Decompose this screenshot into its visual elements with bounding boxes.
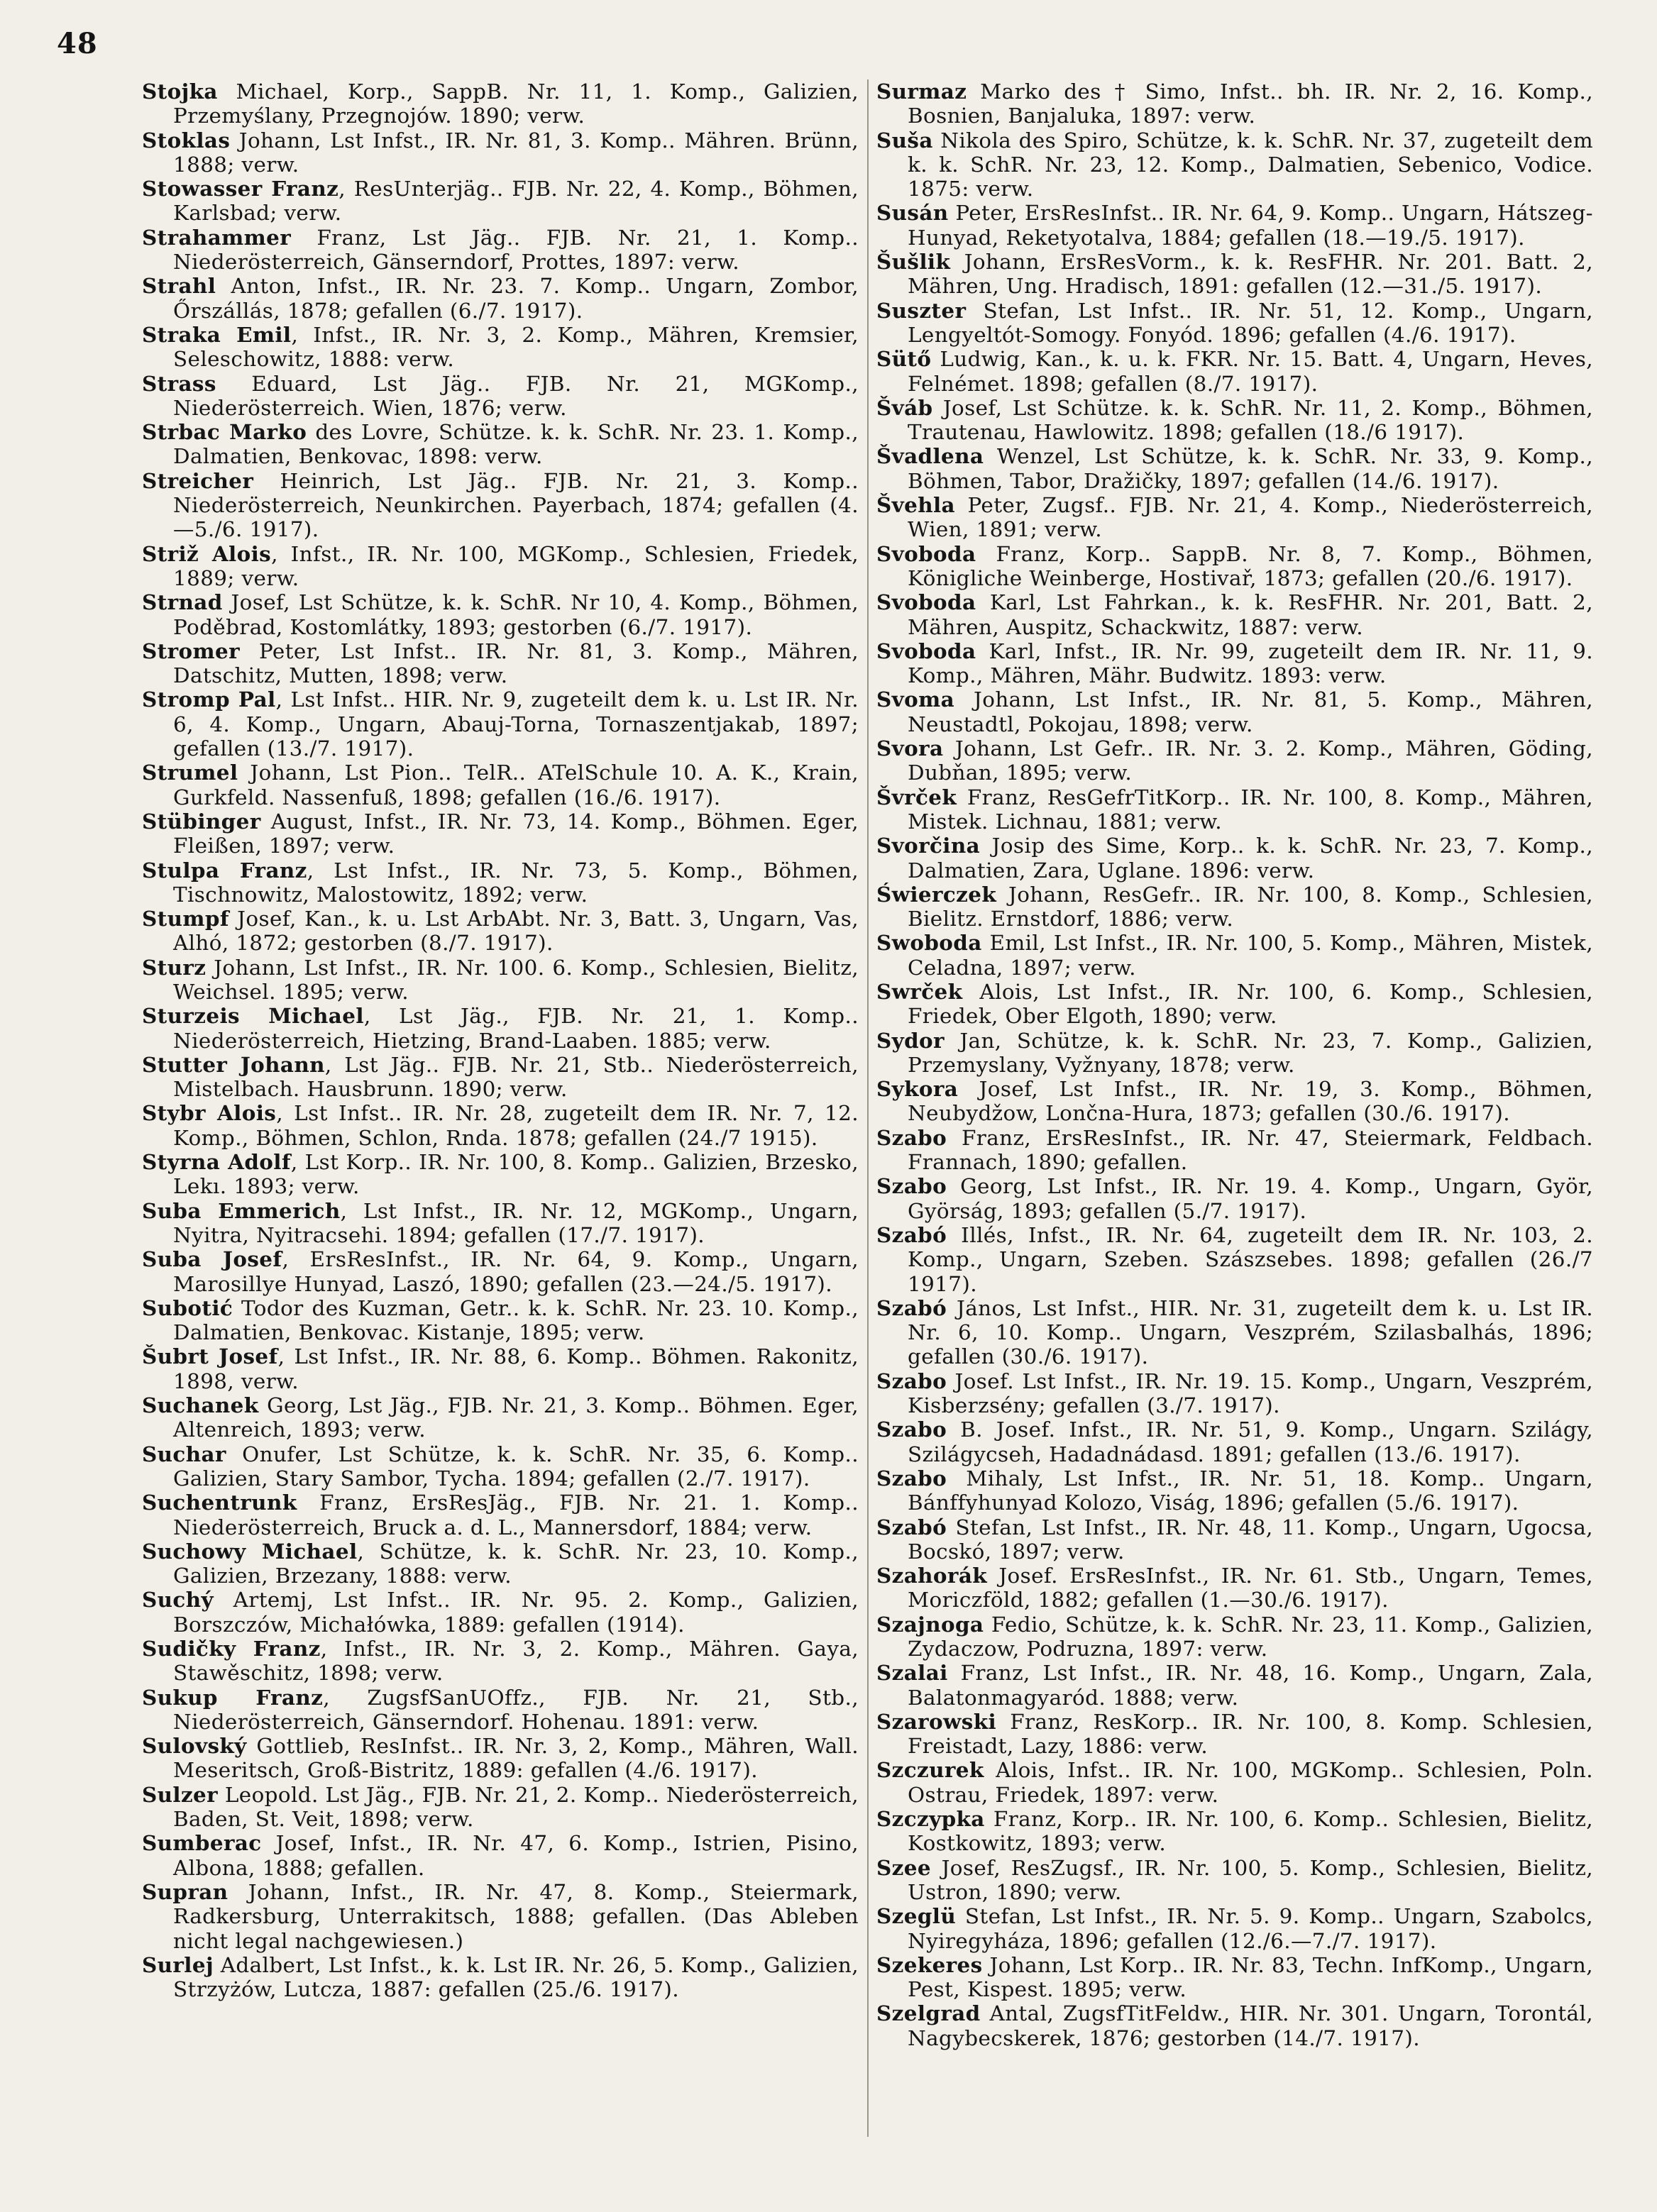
entry-details: Johann, Lst Pion.. TelR.. ATelSchule 10. A. K., Krain, Gurkfeld. Nassenfuß, 1898; gefallen (16./6. 1917). (173, 761, 859, 809)
list-item (142, 1004, 859, 1053)
entry-details: Ludwig, Kan., k. u. k. FKR. Nr. 15. Batt. 4, Ungarn, Heves, Felnémet. 1898; gefallen (8./7. 1917). (908, 347, 1593, 396)
list-item (876, 1564, 1593, 1613)
entry-details: Franz, ErsResInfst., IR. Nr. 47, Steiermark, Feldbach. Frannach, 1890; gefallen. (908, 1125, 1593, 1175)
entry-name: Sumberac (142, 1830, 262, 1856)
entry-name: Szabo (876, 1465, 947, 1491)
list-item (876, 299, 1593, 348)
entry-details: , Lst Jäg., FJB. Nr. 21, 1. Komp.. Niederösterreich, Hietzing, Brand-Laaben. 1885; verw. (173, 1004, 859, 1053)
list-item (142, 1101, 859, 1150)
entry-name: Surlej (142, 1952, 214, 1977)
entry-details: , Lst Infst.. HIR. Nr. 9, zugeteilt dem k. u. Lst IR. Nr. 6, 4. Komp., Ungarn, Abauj-Torna, Tornaszentjakab, 1897; gefallen (13./7. 1917). (173, 687, 859, 761)
list-item (142, 226, 859, 275)
list-item (142, 590, 859, 639)
list-item (876, 128, 1593, 201)
entry-details: Johann, Lst Infst., IR. Nr. 81, 3. Komp.. Mähren. Brünn, 1888; verw. (173, 128, 859, 177)
entry-details: Franz, Lst Jäg.. FJB. Nr. 21, 1. Komp.. Niederösterreich, Gänserndorf, Prottes, 1897: verw. (173, 225, 859, 275)
entry-name: Supran (142, 1879, 229, 1904)
entry-name: Streicher (142, 468, 254, 493)
entry-name: Stromer (142, 638, 240, 663)
list-item (876, 1661, 1593, 1710)
entry-details: Jan, Schütze, k. k. SchR. Nr. 23, 7. Komp., Galizien, Przemyslany, Vyžnyany, 1878; verw. (908, 1028, 1593, 1077)
entry-details: Stefan, Lst Infst., IR. Nr. 48, 11. Komp., Ungarn, Ugocsa, Bocskó, 1897; verw. (908, 1515, 1593, 1564)
list-item (142, 323, 859, 372)
list-item (876, 1077, 1593, 1126)
list-item (876, 1223, 1593, 1296)
list-item (876, 1296, 1593, 1369)
entry-name: Straka Emil (142, 321, 292, 347)
list-item (142, 469, 859, 542)
entry-details: Franz, ResGefrTitKorp.. IR. Nr. 100, 8. Komp., Mähren, Mistek. Lichnau, 1881; verw. (908, 785, 1593, 834)
list-item (142, 1783, 859, 1832)
entry-name: Šubrt Josef (142, 1344, 278, 1369)
entry-details: Antal, ZugsfTitFeldw., HIR. Nr. 301. Ungarn, Torontál, Nagybecskerek, 1876; gestorben (14./7. 1917). (908, 2001, 1593, 2050)
entry-name: Suchanek (142, 1393, 259, 1418)
entry-details: Nikola des Spiro, Schütze, k. k. SchR. Nr. 37, zugeteilt dem k. k. SchR. Nr. 23, 12. Komp., Dalmatien, Sebenico, Vodice. 1875: verw. (908, 128, 1593, 201)
right-column (876, 79, 1593, 2050)
entry-details: , ErsResInfst., IR. Nr. 64, 9. Komp., Ungarn, Marosillye Hunyad, Laszó, 1890; gefallen (23.—24./5. 1917). (173, 1247, 859, 1296)
entry-details: Michael, Korp., SappB. Nr. 11, 1. Komp., Galizien, Przemyślany, Przegnojów. 1890; verw. (173, 79, 859, 128)
list-item (142, 639, 859, 688)
list-item (142, 372, 859, 421)
entry-name: Stybr Alois (142, 1100, 277, 1126)
entry-details: Franz, Korp.. SappB. Nr. 8, 7. Komp., Böhmen, Königliche Weinberge, Hostivař, 1873; gefallen (20./6. 1917). (908, 541, 1593, 590)
entry-name: Sütő (876, 346, 932, 372)
entry-name: Swrček (876, 978, 963, 1004)
entry-details: B. Josef. Infst., IR. Nr. 51, 9. Komp., Ungarn. Szilágy, Szilágycseh, Hadadnádasd. 1891; gefallen (13./6. 1917). (908, 1417, 1593, 1466)
entry-name: Susán (876, 200, 949, 226)
list-item (142, 1588, 859, 1637)
list-item (876, 1515, 1593, 1564)
entry-name: Sukup Franz (142, 1684, 324, 1710)
entry-name: Stowasser Franz (142, 176, 339, 201)
list-item (876, 1856, 1593, 1905)
list-item (142, 1247, 859, 1296)
entry-name: Strahl (142, 273, 216, 299)
entry-details: Alois, Infst.. IR. Nr. 100, MGKomp.. Schlesien, Poln. Ostrau, Friedek, 1897: verw. (908, 1758, 1593, 1807)
entry-details: Wenzel, Lst Schütze, k. k. SchR. Nr. 33, 9. Komp., Böhmen, Tabor, Dražičky, 1897; gefallen (14./6. 1917). (908, 444, 1593, 493)
list-item (876, 444, 1593, 493)
list-item (876, 687, 1593, 736)
entry-name: Szabó (876, 1222, 947, 1247)
list-item (142, 1539, 859, 1588)
list-item (142, 1150, 859, 1199)
entry-details: Johann, Lst Infst., IR. Nr. 81, 5. Komp., Mähren, Neustadtl, Pokojau, 1898; verw. (908, 687, 1593, 736)
entry-details: , Lst Infst.. IR. Nr. 28, zugeteilt dem IR. Nr. 7, 12. Komp., Böhmen, Schlon, Rnda. 1878; gefallen (24./7 1915). (173, 1101, 859, 1150)
entry-name: Stumpf (142, 906, 229, 931)
entry-name: Szarowski (876, 1708, 997, 1734)
list-item (142, 1053, 859, 1102)
entry-details: Adalbert, Lst Infst., k. k. Lst IR. Nr. 26, 5. Komp., Galizien, Strzyżów, Lutcza, 1887: gefallen (25./6. 1917). (173, 1952, 859, 2002)
entry-details: Stefan, Lst Infst.. IR. Nr. 51, 12. Komp., Ungarn, Lengyeltót-Somogy. Fonyód. 1896; gefallen (4./6. 1917). (908, 298, 1593, 347)
list-item (142, 420, 859, 469)
entry-name: Stojka (142, 79, 218, 104)
list-item (142, 956, 859, 1005)
entry-details: Alois, Lst Infst., IR. Nr. 100, 6. Komp., Schlesien, Friedek, Ober Elgoth, 1890; verw. (908, 979, 1593, 1029)
entry-details: Eduard, Lst Jäg.. FJB. Nr. 21, MGKomp., Niederösterreich. Wien, 1876; verw. (173, 371, 859, 420)
entry-name: Strumel (142, 760, 238, 785)
entry-name: Svorčina (876, 833, 981, 858)
entry-name: Svoma (876, 687, 955, 712)
entry-details: Johann, Lst Korp.. IR. Nr. 83, Techn. InfKomp., Ungarn, Pest, Kispest. 1895; verw. (908, 1952, 1593, 2002)
list-item (142, 1686, 859, 1735)
list-item (142, 1199, 859, 1248)
entry-details: Georg, Lst Infst., IR. Nr. 19. 4. Komp., Ungarn, Györ, Györság, 1893; gefallen (5./7. 1917). (908, 1174, 1593, 1223)
list-item (876, 1126, 1593, 1175)
list-item (876, 1029, 1593, 1078)
entry-name: Sykora (876, 1076, 959, 1102)
list-item (876, 785, 1593, 834)
entry-details: Franz, Korp.. IR. Nr. 100, 6. Komp.. Schlesien, Bielitz, Kostkowitz, 1893; verw. (908, 1807, 1593, 1856)
list-item (142, 687, 859, 761)
entry-details: Josef. Lst Infst., IR. Nr. 19. 15. Komp., Ungarn, Veszprém, Kisberzsény; gefallen (3./7. 1917). (908, 1368, 1593, 1418)
entry-details: Mihaly, Lst Infst., IR. Nr. 51, 18. Komp.. Ungarn, Bánffyhunyad Kolozo, Viság, 1896; gefallen (5./6. 1917). (908, 1466, 1593, 1515)
list-item (876, 1710, 1593, 1759)
entry-details: Josef, Lst Schütze. k. k. SchR. Nr. 11, 2. Komp., Böhmen, Trautenau, Hawlowitz. 1898; gefallen (18./6 1917). (908, 395, 1593, 445)
entry-name: Subotić (142, 1295, 233, 1320)
entry-details: Josef, ResZugsf., IR. Nr. 100, 5. Komp., Schlesien, Bielitz, Ustron, 1890; verw. (908, 1855, 1593, 1904)
entry-name: Szabo (876, 1417, 947, 1442)
list-item (142, 79, 859, 128)
entry-details: , ResUnterjäg.. FJB. Nr. 22, 4. Komp., Böhmen, Karlsbad; verw. (173, 177, 859, 226)
entry-details: Emil, Lst Infst., IR. Nr. 100, 5. Komp., Mähren, Mistek, Celadna, 1897; verw. (908, 931, 1593, 980)
entry-name: Suszter (876, 297, 967, 323)
entry-details: Karl, Infst., IR. Nr. 99, zugeteilt dem IR. Nr. 11, 9. Komp., Mähren, Mähr. Budwitz. 1893: verw. (908, 638, 1593, 688)
list-item (876, 1417, 1593, 1466)
list-item (142, 177, 859, 226)
list-item (876, 396, 1593, 445)
entry-details: Franz, ResKorp.. IR. Nr. 100, 8. Komp. Schlesien, Freistadt, Lazy, 1886: verw. (908, 1709, 1593, 1759)
entry-details: Heinrich, Lst Jäg.. FJB. Nr. 21, 3. Komp.. Niederösterreich, Neunkirchen. Payerbach, 1874; gefallen (4.—5./6. 1917). (173, 468, 859, 542)
entry-details: Stefan, Lst Infst., IR. Nr. 5. 9. Komp.. Ungarn, Szabolcs, Nyiregyháza, 1896; gefallen (12./6.—7./7. 1917). (908, 1904, 1593, 1953)
list-item (876, 1369, 1593, 1418)
list-item (142, 1637, 859, 1686)
list-item (876, 1807, 1593, 1856)
entry-details: , Lst Jäg.. FJB. Nr. 21, Stb.. Niederösterreich, Mistelbach. Hausbrunn. 1890; verw. (173, 1052, 859, 1102)
entry-name: Sudičky Franz (142, 1636, 321, 1661)
entry-name: Surmaz (876, 79, 967, 104)
entry-details: Johann, Lst Infst., IR. Nr. 100. 6. Komp., Schlesien, Bielitz, Weichsel. 1895; verw. (173, 955, 859, 1004)
entry-name: Szabó (876, 1295, 947, 1320)
list-item (142, 1296, 859, 1345)
entry-details: Gottlieb, ResInfst.. IR. Nr. 3, 2, Komp., Mähren, Wall. Meseritsch, Groß-Bistritz, 1889: gefallen (4./6. 1917). (173, 1734, 859, 1783)
entry-name: Svora (876, 736, 944, 761)
list-item (876, 883, 1593, 931)
entry-details: Karl, Lst Fahrkan., k. k. ResFHR. Nr. 201, Batt. 2, Mähren, Auspitz, Schackwitz, 1887: verw. (908, 590, 1593, 639)
list-item (876, 1174, 1593, 1223)
list-item (876, 736, 1593, 785)
entry-name: Svoboda (876, 638, 976, 663)
entry-name: Swoboda (876, 930, 982, 956)
entry-details: Peter, ErsResInfst.. IR. Nr. 64, 9. Komp.. Ungarn, Hátszeg-Hunyad, Reketyotalva, 1884; gefallen (18.—19./5. 1917). (908, 201, 1593, 250)
entry-name: Sturz (142, 954, 207, 980)
entry-name: Suchý (142, 1587, 214, 1613)
entry-name: Strnad (142, 590, 223, 615)
entry-details: Fedio, Schütze, k. k. SchR. Nr. 23, 11. Komp., Galizien, Zydaczow, Podruzna, 1897: verw. (908, 1612, 1593, 1661)
list-item (876, 1466, 1593, 1515)
list-item (876, 1613, 1593, 1661)
entry-details: Franz, Lst Infst., IR. Nr. 48, 16. Komp., Ungarn, Zala, Balatonmagyaród. 1888; verw. (908, 1661, 1593, 1710)
entry-details: Josip des Sime, Korp.. k. k. SchR. Nr. 23, 7. Komp., Dalmatien, Zara, Uglane. 1896: verw. (908, 834, 1593, 883)
entry-details: , Lst Infst., IR. Nr. 88, 6. Komp.. Böhmen. Rakonitz, 1898, verw. (173, 1344, 859, 1393)
list-item (142, 761, 859, 809)
left-column (142, 79, 859, 2001)
entry-details: , Infst., IR. Nr. 3, 2. Komp., Mähren. Gaya, Stawěschitz, 1898; verw. (173, 1637, 859, 1686)
entry-name: Szczurek (876, 1757, 984, 1783)
list-item (876, 834, 1593, 883)
entry-name: Szelgrad (876, 2001, 981, 2026)
entry-name: Švadlena (876, 443, 984, 469)
entry-details: des Lovre, Schütze. k. k. SchR. Nr. 23. 1. Komp., Dalmatien, Benkovac, 1898: verw. (173, 420, 859, 469)
entry-name: Stoklas (142, 127, 231, 153)
entry-details: Josef, Lst Schütze, k. k. SchR. Nr 10, 4. Komp., Böhmen, Poděbrad, Kostomlátky, 1893; gestorben (6./7. 1917). (173, 590, 859, 639)
entry-name: Szajnoga (876, 1611, 984, 1637)
entry-name: Strahammer (142, 224, 292, 250)
entry-details: Josef. ErsResInfst., IR. Nr. 61. Stb., Ungarn, Temes, Moriczföld, 1882; gefallen (1.—30./6. 1917). (908, 1564, 1593, 1613)
entry-name: Šušlik (876, 249, 951, 275)
entry-name: Szabo (876, 1368, 947, 1393)
list-item (142, 1393, 859, 1442)
entry-details: , Schütze, k. k. SchR. Nr. 23, 10. Komp., Galizien, Brzezany, 1888: verw. (173, 1539, 859, 1588)
entry-details: , ZugsfSanUOffz., FJB. Nr. 21, Stb., Niederösterreich, Gänserndorf. Hohenau. 1891: verw. (173, 1685, 859, 1734)
entry-details: Leopold. Lst Jäg., FJB. Nr. 21, 2. Komp.. Niederösterreich, Baden, St. Veit, 1898; verw. (173, 1782, 859, 1832)
entry-name: Suchowy Michael (142, 1538, 358, 1564)
list-item (142, 1953, 859, 2002)
list-item (876, 980, 1593, 1029)
entry-name: Styrna Adolf (142, 1149, 291, 1175)
entry-name: Svoboda (876, 541, 976, 566)
entry-details: Artemj, Lst Infst.. IR. Nr. 95. 2. Komp., Galizien, Borszczów, Michałówka, 1889: gefallen (1914). (173, 1588, 859, 1637)
entry-details: , Lst Infst., IR. Nr. 73, 5. Komp., Böhmen, Tischnowitz, Malostowitz, 1892; verw. (173, 858, 859, 907)
entry-name: Sturzeis Michael (142, 1003, 364, 1029)
list-item (876, 931, 1593, 980)
list-item (142, 907, 859, 956)
list-item (142, 128, 859, 177)
list-item (142, 1734, 859, 1783)
entry-name: Suba Josef (142, 1246, 282, 1272)
entry-name: Švehla (876, 492, 955, 518)
entry-name: Szee (876, 1854, 931, 1880)
list-item (876, 590, 1593, 639)
entry-name: Suchar (142, 1441, 226, 1466)
page-number: 48 (57, 27, 98, 60)
entry-details: Marko des † Simo, Infst.. bh. IR. Nr. 2, 16. Komp., Bosnien, Banjaluka, 1897: verw. (908, 79, 1593, 128)
entry-name: Stutter Johann (142, 1051, 325, 1077)
entry-name: Švrček (876, 784, 957, 809)
list-item (142, 542, 859, 591)
entry-name: Świerczek (876, 881, 997, 907)
entry-details: Onufer, Lst Schütze, k. k. SchR. Nr. 35, 6. Komp.. Galizien, Stary Sambor, Tycha. 1894; gefallen (2./7. 1917). (173, 1442, 859, 1491)
list-item (876, 2001, 1593, 2050)
entry-name: Striž Alois (142, 541, 272, 566)
column-divider (867, 79, 869, 2137)
list-item (142, 1880, 859, 1953)
list-item (876, 1904, 1593, 1953)
list-item (876, 79, 1593, 128)
entry-details: Josef, Infst., IR. Nr. 47, 6. Komp., Istrien, Pisino, Albona, 1888; gefallen. (173, 1831, 859, 1880)
entry-details: , Infst., IR. Nr. 3, 2. Komp., Mähren, Kremsier, Seleschowitz, 1888: verw. (173, 322, 859, 372)
entry-name: Stübinger (142, 808, 261, 834)
entry-details: Johann, ErsResVorm., k. k. ResFHR. Nr. 201. Batt. 2, Mähren, Ung. Hradisch, 1891: gefallen (12.—31./5. 1917). (908, 250, 1593, 299)
list-item (142, 1491, 859, 1539)
list-item (142, 274, 859, 323)
entry-details: , Lst Korp.. IR. Nr. 100, 8. Komp.. Galizien, Brzesko, Lekı. 1893; verw. (173, 1150, 859, 1199)
entry-details: Johann, ResGefr.. IR. Nr. 100, 8. Komp., Schlesien, Bielitz. Ernstdorf, 1886; verw. (908, 882, 1593, 931)
entry-name: Sulovský (142, 1733, 247, 1759)
entry-name: Suša (876, 127, 933, 153)
entry-details: Georg, Lst Jäg., FJB. Nr. 21, 3. Komp.. Böhmen. Eger, Altenreich, 1893; verw. (173, 1393, 859, 1442)
entry-details: , Infst., IR. Nr. 100, MGKomp., Schlesien, Friedek, 1889; verw. (173, 541, 859, 590)
entry-details: August, Infst., IR. Nr. 73, 14. Komp., Böhmen. Eger, Fleißen, 1897; verw. (173, 809, 859, 858)
list-item (142, 1344, 859, 1393)
entry-name: Szabo (876, 1124, 947, 1150)
list-item (876, 347, 1593, 396)
entry-name: Svoboda (876, 590, 976, 615)
entry-name: Szabó (876, 1514, 947, 1539)
entry-details: János, Lst Infst., HIR. Nr. 31, zugeteilt dem k. u. Lst IR. Nr. 6, 10. Komp.. Ungarn, Veszprém, Szilasbalhás, 1896; gefallen (30./6. 1917). (908, 1295, 1593, 1369)
list-item (876, 542, 1593, 591)
entry-name: Szabo (876, 1173, 947, 1199)
list-item (876, 250, 1593, 299)
list-item (876, 1953, 1593, 2002)
list-item (142, 858, 859, 907)
entry-name: Szekeres (876, 1952, 983, 1977)
entry-name: Suba Emmerich (142, 1198, 341, 1223)
entry-details: Illés, Infst., IR. Nr. 64, zugeteilt dem IR. Nr. 103, 2. Komp., Ungarn, Szeben. Szászsebes. 1898; gefallen (26./7 1917). (908, 1222, 1593, 1296)
entry-name: Šváb (876, 394, 933, 420)
entry-name: Szeglü (876, 1903, 957, 1929)
entry-name: Stromp Pal (142, 687, 276, 712)
entry-name: Strass (142, 370, 216, 396)
entry-details: Anton, Infst., IR. Nr. 23. 7. Komp.. Ungarn, Zombor, Őrszállás, 1878; gefallen (6./7. 1917). (173, 274, 859, 323)
entry-name: Strbac Marko (142, 419, 307, 445)
entry-details: , Lst Infst., IR. Nr. 12, MGKomp., Ungarn, Nyitra, Nyitracsehi. 1894; gefallen (17./7. 1917). (173, 1198, 859, 1247)
entry-name: Szczypka (876, 1806, 985, 1832)
entry-details: Johann, Infst., IR. Nr. 47, 8. Komp., Steiermark, Radkersburg, Unterrakitsch, 1888; gefallen. (Das Ableben nicht legal nachgewiesen.) (173, 1879, 859, 1953)
entry-details: Peter, Lst Infst.. IR. Nr. 81, 3. Komp., Mähren, Datschitz, Mutten, 1898; verw. (173, 638, 859, 688)
entry-name: Sydor (876, 1027, 945, 1053)
entry-details: Peter, Zugsf.. FJB. Nr. 21, 4. Komp., Niederösterreich, Wien, 1891; verw. (908, 493, 1593, 542)
entry-name: Szahorák (876, 1563, 988, 1588)
entry-details: Franz, ErsResJäg., FJB. Nr. 21. 1. Komp.. Niederösterreich, Bruck a. d. L., Mannersdorf, 1884; verw. (173, 1491, 859, 1539)
list-item (142, 1442, 859, 1491)
entry-details: Josef, Lst Infst., IR. Nr. 19, 3. Komp., Böhmen, Neubydžow, Lončna-Hura, 1873; gefallen (30./6. 1917). (908, 1077, 1593, 1126)
entry-name: Szalai (876, 1660, 948, 1686)
list-item (142, 1831, 859, 1880)
list-item (876, 1758, 1593, 1807)
entry-name: Sulzer (142, 1781, 219, 1807)
list-item (876, 639, 1593, 688)
entry-name: Suchentrunk (142, 1490, 297, 1515)
list-item (142, 809, 859, 858)
entry-details: Todor des Kuzman, Getr.. k. k. SchR. Nr. 23. 10. Komp., Dalmatien, Benkovac. Kistanje, 1895; verw. (173, 1295, 859, 1345)
entry-details: Josef, Kan., k. u. Lst ArbAbt. Nr. 3, Batt. 3, Ungarn, Vas, Alhó, 1872; gestorben (8./7. 1917). (173, 907, 859, 956)
entry-details: Johann, Lst Gefr.. IR. Nr. 3. 2. Komp., Mähren, Göding, Dubňan, 1895; verw. (908, 736, 1593, 785)
entry-name: Stulpa Franz (142, 857, 307, 883)
list-item (876, 493, 1593, 542)
list-item (876, 201, 1593, 250)
